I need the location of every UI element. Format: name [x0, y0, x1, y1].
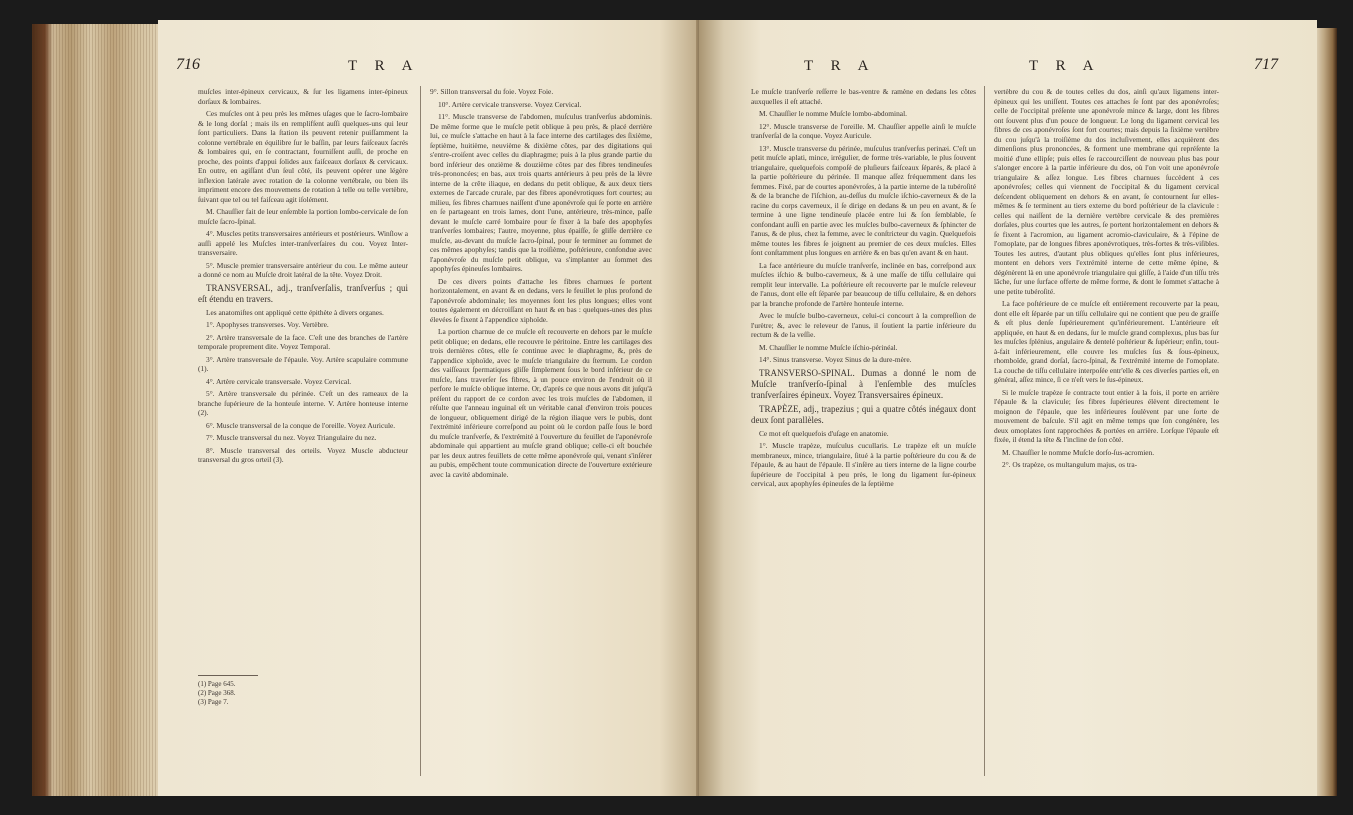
paragraph: 8°. Muscle transversal des orteils. Voyez Muscle abducteur transversal du gros orteil (3).	[198, 445, 408, 464]
footnote-rule	[198, 675, 258, 676]
paragraph: 7°. Muscle transversal du nez. Voyez Triangulaire du nez.	[206, 433, 377, 442]
open-book	[12, 6, 1347, 810]
paragraph: M. Chauſſier le nomme Muſcle iſchio-périnéal.	[759, 342, 898, 352]
paragraph: La face poſtérieure de ce muſcle eſt entièrement recouverte par la peau, dont elle eſt ſéparée par un tiſſu cellulaire qui ne contient que peu de graiſſe & eſt plus denſe ſupérieurement qu'inférieurement. L'antérieure eſt appliquée, en haut & en dedans, ſur le muſcle grand complexus, plus bas ſur les muſcles ſplénius, angulaire & dentelé poſtérieur & ſupérieur; enfin, tout-à-fait inférieurement, elle couvre les muſcles ſus & ſous-épineux, rhomboïde, grand dorſal, ſacro-ſpinal, & l'extrémité interne de l'omoplate. La couche de tiſſu cellulaire interpoſée entr'elle & ces diverſes parties eſt, en général, aſſez mince, ſi ce n'eſt vers le ſus-épineux.	[994, 299, 1219, 384]
paragraph: M. Chauſſier le nomme Muſcle lombo-abdominal.	[759, 109, 907, 118]
left-column-2	[430, 83, 652, 482]
paragraph: muſcles inter-épineux cervicaux, & ſur les ligamens inter-épineux dorſaux & lombaires.	[198, 87, 408, 106]
paragraph: 5°. Artère transversale du périnée. C'eſt un des rameaux de la branche ſupérieure de la honteuſe interne. V. Artère honteuse interne (2).	[198, 389, 408, 417]
paragraph: M. Chauſſier le nomme Muſcle dorſo-ſus-acromien.	[1002, 447, 1155, 457]
paragraph: 12°. Muscle transverse de l'oreille. M. Chauſſier appelle ainſi le muſcle tranſverſal de la conque. Voyez Auricule.	[751, 121, 976, 140]
footnotes	[198, 680, 236, 707]
running-header: T R A	[1029, 58, 1101, 74]
right-page	[699, 20, 1317, 796]
paragraph: 1°. Apophyses transverses. Voy. Vertèbre.	[206, 320, 329, 329]
paragraph: De ces divers points d'attache les fibres charnues ſe portent horizontalement, en avant & en dedans, vers le feuillet le plus profond de l'aponévroſe abdominale; les moyennes ſont les plus longues; elles vont toutes également en décroiſſant en haut & en bas : quelques-unes des plus élevées ſe fixent à l'appendice xiphoïde.	[430, 276, 652, 324]
paragraph: 5°. Muscle premier transversaire antérieur du cou. Le même auteur a donné ce nom au Muſcle droit latéral de la tête. Voyez Droit.	[198, 260, 408, 279]
entry-heading: TRANSVERSO-SPINAL. Dumas a donné le nom de Muſcle tranſverſo-ſpinal à l'enſemble des muſcles tranſverſaires épineux. Voyez Transversaires épineux.	[751, 367, 976, 400]
paragraph: 2°. Os trapèze, os multangulum majus, os tra-	[1002, 460, 1138, 469]
footnote: (3) Page 7.	[198, 698, 229, 706]
paragraph: 11°. Muscle transverse de l'abdomen, muſculus tranſverſus abdominis. De même forme que le muſcle petit oblique à peu près, & placé derrière lui, ce muſcle s'attache en haut à la face interne des cartilages des ſixième, ſeptième, huitième, neuvième & dixième côtes, par des digitations qui s'entre-croiſent avec celles du diaphragme; puis à la plus grande partie du bord inférieur des onzième & douzième côtes par des fibres tendineuſes très-prononcées; en bas, aux trois quarts antérieurs à peu près de la lèvre interne de la crête iliaque, en dedans du petit oblique, & aux deux tiers externes de l'arcade crurale, par des fibres aponévrotiques fort courtes; au milieu, ſes fibres charnues naiſſent d'une aponévroſe qui ſe porte en arrière en ſe partageant en trois lames, dont l'une, antérieure, très-mince, paſſe devant le muſcle carré lombaire pour ſe fixer à la baſe des apophyſes tranſverſes lombaires; l'autre, moyenne, plus épaiſſe, ſe gliſſe derrière ce muſcle, au-devant du muſcle ſacro-ſpinal, pour ſe terminer au ſommet de ces mêmes apophyſes; tandis que la troiſième, poſtérieure, confondue avec l'aponévroſe du muſcle petit oblique, va s'implanter au ſommet des apophyſes épineuſes lombaires.	[430, 112, 652, 273]
paragraph: Ces muſcles ont à peu près les mêmes uſages que le ſacro-lombaire & le long dorſal ; mais ils en remplifſent auſſi quelques-uns qui leur ſont particuliers. Dans la ſtation ils peuvent retenir puiſſamment la colonne vertébrale en équilibre ſur le baſſin, par leurs faiſceaux ſacrés & lombaires qui, en ſe contractant, fourniſſent auſſi, de proche en proche, des points d'appui ſolides aux faiſceaux dorſaux & cervicaux. En outre, en agiſſant d'un ſeul côté, ils peuvent opérer une légère inflexion latérale avec rotation de la colonne vertébrale, ou bien ils impriment encore des mouvemens de rotation à telle ou telle vertèbre, ſuivant que tel ou tel faiſceau agit iſolément.	[198, 109, 408, 204]
entry-heading: TRANSVERSAL, adj., tranſverſalis, tranſverſus ; qui eſt étendu en travers.	[198, 282, 408, 304]
paragraph: Le muſcle tranſverſe reſſerre le bas-ventre & ramène en dedans les côtes auxquelles il eſt attaché.	[751, 87, 976, 106]
right-column-1	[751, 83, 976, 492]
paragraph: 6°. Muscle transversal de la conque de l'oreille. Voyez Auricule.	[206, 420, 396, 430]
footnote: (1) Page 645.	[198, 680, 236, 688]
footnote: (2) Page 368.	[198, 689, 236, 697]
column-rule	[420, 86, 421, 776]
paragraph: M. Chauſſier fait de leur enſemble la portion lombo-cervicale de ſon muſcle ſacro-ſpinal.	[198, 207, 408, 226]
running-header-left: T R A	[804, 58, 876, 74]
entry-heading: TRAPÈZE, adj., trapezius ; qui a quatre côtés inégaux dont deux ſont parallèles.	[751, 403, 976, 425]
paragraph: 1°. Muscle trapèze, muſculus cucullaris. Le trapèze eſt un muſcle membraneux, mince, triangulaire, ſitué à la partie poſtérieure du cou & de l'épaule, & au haut de l'épaule. Il s'inſère au tiers interne de la ligne courbe ſupérieure de l'occipital à peu près, le long du ligament ſur-épineux cervical, aux apophyſes épineuſes de la ſeptième	[751, 441, 976, 488]
paragraph: Si le muſcle trapèze ſe contracte tout entier à la fois, il porte en arrière l'épaule & la clavicule; ſes fibres ſupérieures élèvent directement le moignon de l'épaule, que les inférieures ſoulèvent par une ſorte de mouvement de baſcule. S'il agit en même temps que ſon congénère, les deux omoplates ſont rapprochées & portées en arrière. Lorſque l'épaule eſt fixée, il étend la tête & l'incline de ſon côté.	[994, 387, 1219, 444]
paragraph: La portion charnue de ce muſcle eſt recouverte en dehors par le muſcle petit oblique; en dedans, elle recouvre le péritoine. Entre les cartilages des trois dernières côtes, elle ſe continue avec le diaphragme, &, près de l'appendice xiphoïde, avec le muſcle triangulaire du ſternum. Le cordon des vaiſſeaux ſpermatiques gliſſe ſimplement ſous le bord inférieur de ce muſcle, ſans traverſer ſes fibres, à un pouce environ de l'endroit où il perfore le muſcle oblique interne. Or, d'après ce que nous avons dit juſqu'à préſent du rapport de ce cordon avec les trois muſcles de l'abdomen, il réſulte que l'anneau inguinal eſt un véritable canal d'environ trois pouces de longueur, obliquement dirigé de la région iliaque vers le pubis, dont l'extrémité inférieure correſpond au point où le cordon paſſe ſous le bord du muſcle tranſverſe, & l'extrémité à l'ouverture du feuillet de l'aponévroſe abdominale qui appartient au muſcle grand oblique; celle-ci eſt bouchée par les deux autres feuillets de cette même aponévroſe qui, venant s'inſérer au pubis, empêchent toute communication directe de l'ouverture extérieure avec la cavité abdominale.	[430, 327, 652, 479]
book-fore-edge-left	[32, 24, 162, 796]
paragraph: Les anatomiſtes ont appliqué cette épithète à divers organes.	[206, 307, 384, 317]
paragraph: 4°. Muscles petits transversaires antérieurs et postérieurs. Winſlow a auſſi appelé les Muſcles inter-tranſverſaires du cou. Voyez Inter-transversaire.	[198, 229, 409, 257]
page-number: 717	[1254, 56, 1278, 73]
paragraph: 2°. Artère transversale de la face. C'eſt une des branches de l'artère temporale proprement dite. Voyez Temporal.	[198, 332, 408, 351]
paragraph: vertèbre du cou & de toutes celles du dos, ainſi qu'aux ligamens inter-épineux qui les uniſſent. Toutes ces attaches ſe ſont par des aponévroſes; celle de l'occipital préſente une aponévroſe mince & large, dont les fibres ont ſouvent plus d'un pouce de longueur. Le long du ligament cervical les fibres de ces aponévroſes ſont fort courtes; mais depuis la ſixième vertèbre du cou juſqu'à la troiſième du dos incluſivement, elles acquièrent des dimenſions plus prononcées, & forment une membrane qui repréſente la moitié d'une ellipſe; puis elles ſe raccourciſſent de nouveau plus bas pour s'alonger encore à la partie inférieure du dos, où l'on voit une aponévroſe triangulaire & aſſez longue. Les fibres charnues ſuccèdent à ces aponévroſes; celles qui viennent de l'occipital & du ligament cervical deſcendent obliquement en dehors & en avant, ſe contournent ſur elles-mêmes & ſe terminent au tiers externe du bord poſtérieur de la clavicule : celles qui naiſſent de la dernière vertèbre cervicale & des premières dorſales, plus courtes que les autres, ſe portent horizontalement en dehors & ſe fixent à l'acromion, au ligament acromio-claviculaire, & à l'épine de l'omoplate, par de longues fibres aponévrotiques, très-fortes & très-viſibles. Toutes les autres, d'autant plus obliques qu'elles ſont plus inférieures, montent en dehors vers l'extrémité interne de cette même épine, & dégénèrent là en une aponévroſe triangulaire qui gliſſe, à l'aide d'un tiſſu très lâche, ſur une ſurface offerte de même forme, & dont le ſommet s'attache à une petite tubéroſité.	[994, 87, 1219, 296]
page-number: 716	[176, 56, 200, 73]
running-header: T R A	[348, 58, 420, 74]
column-rule	[984, 86, 985, 776]
paragraph: Ce mot eſt quelquefois d'uſage en anatomie.	[759, 428, 889, 438]
right-column-2	[994, 83, 1219, 473]
paragraph: 3°. Artère transversale de l'épaule. Voy. Artère scapulaire commune (1).	[198, 354, 408, 373]
paragraph: 9°. Sillon transversal du foie. Voyez Foie.	[430, 87, 554, 96]
paragraph: 10°. Artère cervicale transverse. Voyez Cervical.	[438, 99, 582, 109]
book-fore-edge-right	[1315, 28, 1337, 796]
paragraph: Avec le muſcle bulbo-caverneux, celui-ci concourt à la compreſſion de l'urètre; &, avec le releveur de l'anus, il ſoutient la partie inférieure du rectum & de la veſſie.	[751, 311, 976, 339]
left-column-1	[198, 83, 408, 468]
paragraph: 14°. Sinus transverse. Voyez Sinus de la dure-mère.	[759, 355, 912, 364]
paragraph: 13°. Muscle transverse du périnée, muſculus tranſverſus perinæi. C'eſt un petit muſcle aplati, mince, irrégulier, de forme très-variable, le plus ſouvent triangulaire, quelquefois compoſé de pluſieurs faiſceaux ſéparés, & placé à la partie poſtérieure du périnée. Il manque aſſez fréquemment dans les femmes. Fixé, par de courtes aponévroſes, à la partie interne de la tubéroſité & de la branche de l'iſchion, au-deſſus du muſcle iſchio-caverneux & de la racine du corps caverneux, il ſe dirige en dedans & un peu en avant, & ſe termine à une ligne tendineuſe placée entre lui & ſon ſemblable, ſe confondant auſſi en partie avec les muſcles bulbo-caverneux & ſphincter de l'anus, & de plus, chez la femme, avec le conſtricteur du vagin. Quelquefois même toutes les fibres ſe joignent au premier de ces deux muſcles. Elles ſont conſtamment plus longues en arrière & en bas qu'en avant & en haut.	[751, 143, 976, 257]
paragraph: La face antérieure du muſcle tranſverſe, inclinée en bas, correſpond aux muſcles iſchio & bulbo-caverneux, & à une maſſe de tiſſu cellulaire qui remplit leur intervalle. La poſtérieure eſt recouverte par le muſcle releveur de l'anus, dont elle eſt ſéparée par beaucoup de tiſſu cellulaire, & en dehors par la branche profonde de l'artère honteuſe interne.	[751, 260, 976, 308]
left-page	[158, 20, 703, 796]
paragraph: 4°. Artère cervicale transversale. Voyez Cervical.	[206, 376, 352, 386]
